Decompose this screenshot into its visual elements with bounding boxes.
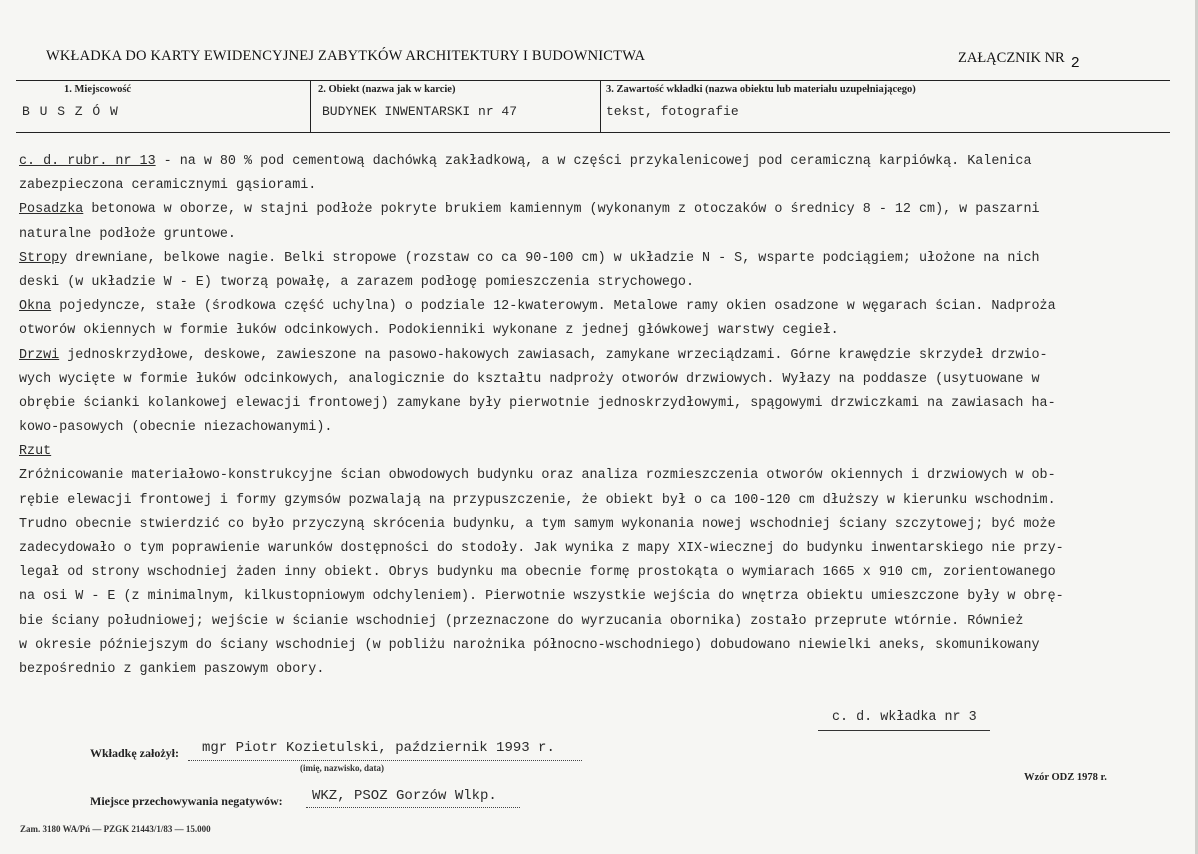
line-text: bie ściany południowej; wejście w ścianie wschodniej (przeznaczone do wyrzucania obornika) zostało przeprute wtórnie. Również bbox=[19, 613, 1024, 629]
continued-note: c. d. wkładka nr 3 bbox=[832, 710, 977, 725]
section-heading: Strop bbox=[19, 250, 60, 266]
line-text: naturalne podłoże gruntowe. bbox=[19, 226, 236, 242]
line-text: zabezpieczona ceramicznymi gąsiorami. bbox=[19, 178, 317, 194]
table-top-rule bbox=[16, 80, 1170, 81]
author-caption: (imię, nazwisko, data) bbox=[300, 763, 384, 773]
text-line bbox=[19, 610, 1169, 634]
author-label: Wkładkę założył: bbox=[90, 746, 179, 760]
line-text: zadecydowało o tym poprawienie warunków dostępności do stodoły. Jak wynika z mapy XIX-wiecznej do budynku inwentarskiego nie przy- bbox=[19, 541, 1064, 556]
line-text: deski (w układzie W - E) tworzą powałę, a zarazem podłogę pomieszczenia strychowego. bbox=[19, 274, 694, 290]
section-heading: Okna bbox=[19, 299, 52, 315]
continued-rule bbox=[818, 730, 990, 731]
text-line bbox=[19, 223, 1169, 247]
column-divider bbox=[600, 80, 601, 132]
line-text: legał od strony wschodniej żaden inny obiekt. Obrys budynku ma obecnie formę prostokąta o wymiarach 1665 x 910 cm, zorientowanego bbox=[19, 565, 1056, 581]
object-label: 2. Obiekt (nazwa jak w karcie) bbox=[318, 84, 456, 95]
text-line bbox=[19, 174, 1169, 198]
author-dotted-line bbox=[188, 760, 582, 761]
line-text: kowo-pasowych (obecnie niezachowanymi). bbox=[19, 420, 333, 436]
print-note: Zam. 3180 WA/Pń — PZGK 21443/1/83 — 15.000 bbox=[20, 824, 211, 834]
line-text: betonowa w oborze, w stajni podłoże pokryte brukiem kamiennym (wykonanym z otoczaków o średnicy 8 - 12 cm), w paszarni bbox=[83, 202, 1040, 218]
form-title: WKŁADKA DO KARTY EWIDENCYJNEJ ZABYTKÓW ARCHITEKTURY I BUDOWNICTWA bbox=[46, 48, 646, 64]
line-text: w okresie późniejszym do ściany wschodniej (w pobliżu narożnika północno-wschodniego) dobudowano niewielki aneks, skomunikowany bbox=[19, 637, 1040, 653]
object-value: BUDYNEK INWENTARSKI nr 47 bbox=[322, 104, 518, 119]
text-line bbox=[19, 247, 1169, 271]
line-text: Trudno obecnie stwierdzić co było przyczyną skrócenia budynku, a tym samym wykonania nowej wschodniej ściany szczytowej; być może bbox=[19, 516, 1056, 532]
line-text: bezpośrednio z gankiem paszowym obory. bbox=[19, 661, 325, 677]
text-line bbox=[19, 319, 1169, 343]
storage-label: Miejsce przechowywania negatywów: bbox=[90, 794, 283, 808]
section-heading: Drzwi bbox=[19, 347, 60, 363]
section-heading: Posadzka bbox=[19, 202, 84, 218]
text-line bbox=[19, 464, 1169, 488]
section-heading: Rzut bbox=[19, 444, 52, 460]
text-line bbox=[19, 537, 1169, 561]
line-text: otworów okiennych w formie łuków odcinkowych. Podokienniki wykonane z jednej główkowej warstwy cegieł. bbox=[19, 323, 839, 339]
attachment-number: 2 bbox=[1070, 55, 1080, 72]
text-line bbox=[19, 198, 1169, 222]
storage-value: WKZ, PSOZ Gorzów Wlkp. bbox=[312, 788, 497, 804]
line-text: wych wycięte w formie łuków odcinkowych, analogicznie do kształtu nadproży otworów drzwiowych. Wyłazy na poddasze (usytuowane w bbox=[19, 371, 1040, 387]
line-text: rębie elewacji frontowej i formy gzymsów pozwalają na przypuszczenie, że obiekt był o ca 100-120 cm dłuższy w kierunku wschodnim. bbox=[19, 492, 1056, 508]
line-text: na osi W - E (z minimalnym, kilkustopniowym odchyleniem). Pierwotnie wszystkie wejścia do wnętrza obiektu umieszczone były w obrę- bbox=[19, 589, 1064, 605]
attachment-label: ZAŁĄCZNIK NR bbox=[958, 50, 1065, 66]
text-line bbox=[19, 634, 1169, 658]
text-line bbox=[19, 658, 1169, 682]
line-text: jednoskrzydłowe, deskowe, zawieszone na pasowo-hakowych zawiasach, zamykane wrzeciądzami. Górne krawędzie skrzydeł drzwio- bbox=[59, 347, 1048, 363]
text-line bbox=[19, 489, 1169, 513]
attachment-number-field bbox=[958, 50, 1080, 72]
text-line bbox=[19, 344, 1169, 368]
locality-label: 1. Miejscowość bbox=[64, 84, 132, 95]
line-text: Zróżnicowanie materiałowo-konstrukcyjne ścian obwodowych budynku oraz analiza rozmieszczenia otworów okiennych i drzwiowych w ob- bbox=[19, 468, 1056, 484]
locality-value: B U S Z Ó W bbox=[22, 104, 119, 119]
contents-label: 3. Zawartość wkładki (nazwa obiektu lub materiału uzupełniającego) bbox=[606, 84, 916, 95]
section-heading: c. d. rubr. nr 13 bbox=[19, 154, 156, 169]
column-divider bbox=[310, 80, 311, 132]
text-line bbox=[19, 271, 1169, 295]
description-text bbox=[19, 150, 1169, 682]
text-line bbox=[19, 440, 1169, 464]
table-bottom-rule bbox=[16, 132, 1170, 133]
text-line bbox=[19, 368, 1169, 392]
text-line bbox=[19, 150, 1169, 174]
line-text: obrębie ścianki kolankowej elewacji frontowej) zamykane były pierwotnie jednoskrzydłowymi, spągowymi drzwiczkami na zawiasach ha- bbox=[19, 395, 1056, 411]
storage-dotted-line bbox=[306, 807, 520, 808]
text-line bbox=[19, 561, 1169, 585]
author-value: mgr Piotr Kozietulski, październik 1993 r. bbox=[202, 740, 555, 756]
form-model: Wzór ODZ 1978 r. bbox=[1024, 772, 1107, 783]
text-line bbox=[19, 416, 1169, 440]
contents-value: tekst, fotografie bbox=[606, 104, 739, 119]
text-line bbox=[19, 392, 1169, 416]
line-text: y drewniane, belkowe nagie. Belki stropowe (rozstaw co ca 90-100 cm) w układzie N - S, wsparte podciągiem; ułożone na nich bbox=[59, 250, 1040, 266]
text-line bbox=[19, 295, 1169, 319]
text-line bbox=[19, 585, 1169, 609]
text-line bbox=[19, 513, 1169, 537]
line-text: pojedyncze, stałe (środkowa część uchylna) o podziale 12-kwaterowym. Metalowe ramy okien osadzone w węgarach ścian. Nadproża bbox=[51, 299, 1056, 315]
line-text: - na w 80 % pod cementową dachówką zakładkową, a w części przykalenicowej pod ceramiczną karpiówką. Kalenica bbox=[155, 154, 1032, 169]
